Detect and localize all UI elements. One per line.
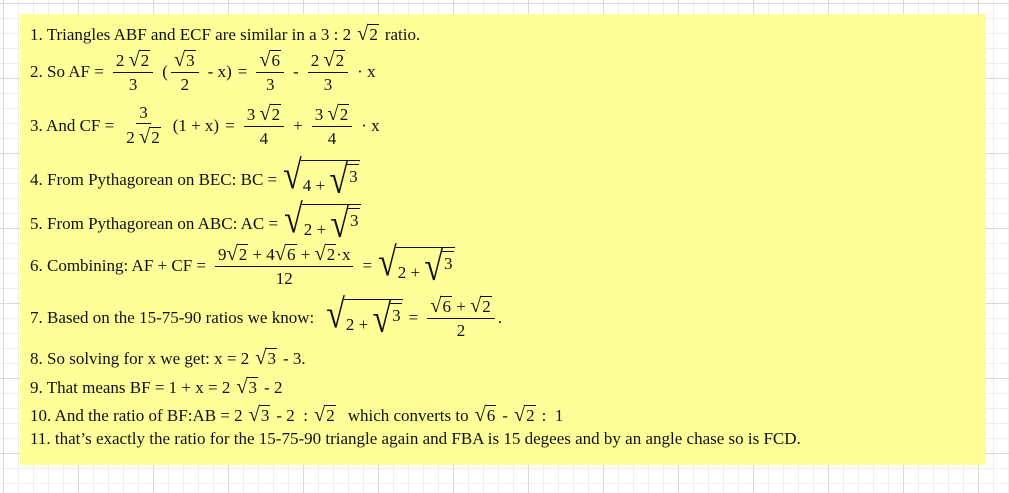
line-3: 3. And CF = 3 2 √ 2 (1 + x) = 3 √ 2 4 + 3 √ 2 4 · x (30, 103, 380, 149)
line-6: 6. Combining: AF + CF = 9 √ 2 + 4 √ 6 + √ 2 ·x 12 = √ 2 + √ 3 (30, 240, 453, 290)
sqrt: √ 2 (357, 23, 378, 45)
sqrt: √ 3 (236, 376, 258, 398)
sqrt: √ 4 + √ 3 (283, 153, 358, 203)
sqrt: √ 3 (248, 404, 270, 426)
line-1: 1. Triangles ABF and ECF are similar in a 3 : 2 √ 2 ratio. (30, 23, 421, 45)
sqrt: √ 2 + √ 3 (378, 240, 453, 290)
fraction: 3 2 √ 2 (126, 103, 160, 148)
line-2: 2. So AF = 2 √ 2 3 ( √ 3 2 - x) = √ 6 3 - 2 √ 2 3 · x (30, 49, 376, 95)
sqrt: √ 6 (474, 404, 496, 426)
line-4: 4. From Pythagorean on BEC: BC = √ 4 + √ 3 (30, 153, 358, 203)
line-9: 9. That means BF = 1 + x = 2 √ 3 - 2 (30, 376, 283, 398)
fraction: √ 6 3 (256, 50, 284, 93)
line-10: 10. And the ratio of BF:AB = 2 √ 3 - 2 : √ 2 which converts to √ 6 - √ 2 : 1 (30, 404, 564, 426)
sqrt: √ 2 (513, 404, 535, 426)
line-11: 11. that’s exactly the ratio for the 15-75-90 triangle again and FBA is 15 degees and by an angle chase so is FCD. (30, 429, 801, 448)
line-7: 7. Based on the 15-75-90 ratios we know: √ 2 + √ 3 = √ 6 + √ 2 2 . (30, 292, 503, 342)
fraction: 3 √ 2 4 (312, 104, 352, 147)
sqrt: √ 3 (255, 347, 276, 369)
fraction: 9 √ 2 + 4 √ 6 + √ 2 ·x 12 (215, 244, 353, 287)
fraction: √ 6 + √ 2 2 (427, 296, 495, 339)
line-5: 5. From Pythagorean on ABC: AC = √ 2 + √ 3 (30, 197, 359, 247)
sqrt: √ 2 + √ 3 (326, 292, 401, 342)
fraction: 3 √ 2 4 (244, 104, 284, 147)
math-note (20, 14, 986, 465)
fraction: 2 √ 2 3 (113, 50, 153, 93)
fraction: 2 √ 2 3 (308, 50, 348, 93)
sqrt: √ 2 (314, 404, 335, 426)
line-8: 8. So solving for x we get: x = 2 √ 3 - 3. (30, 347, 306, 369)
fraction: √ 3 2 (171, 50, 199, 93)
sqrt: √ 2 + √ 3 (284, 197, 359, 247)
